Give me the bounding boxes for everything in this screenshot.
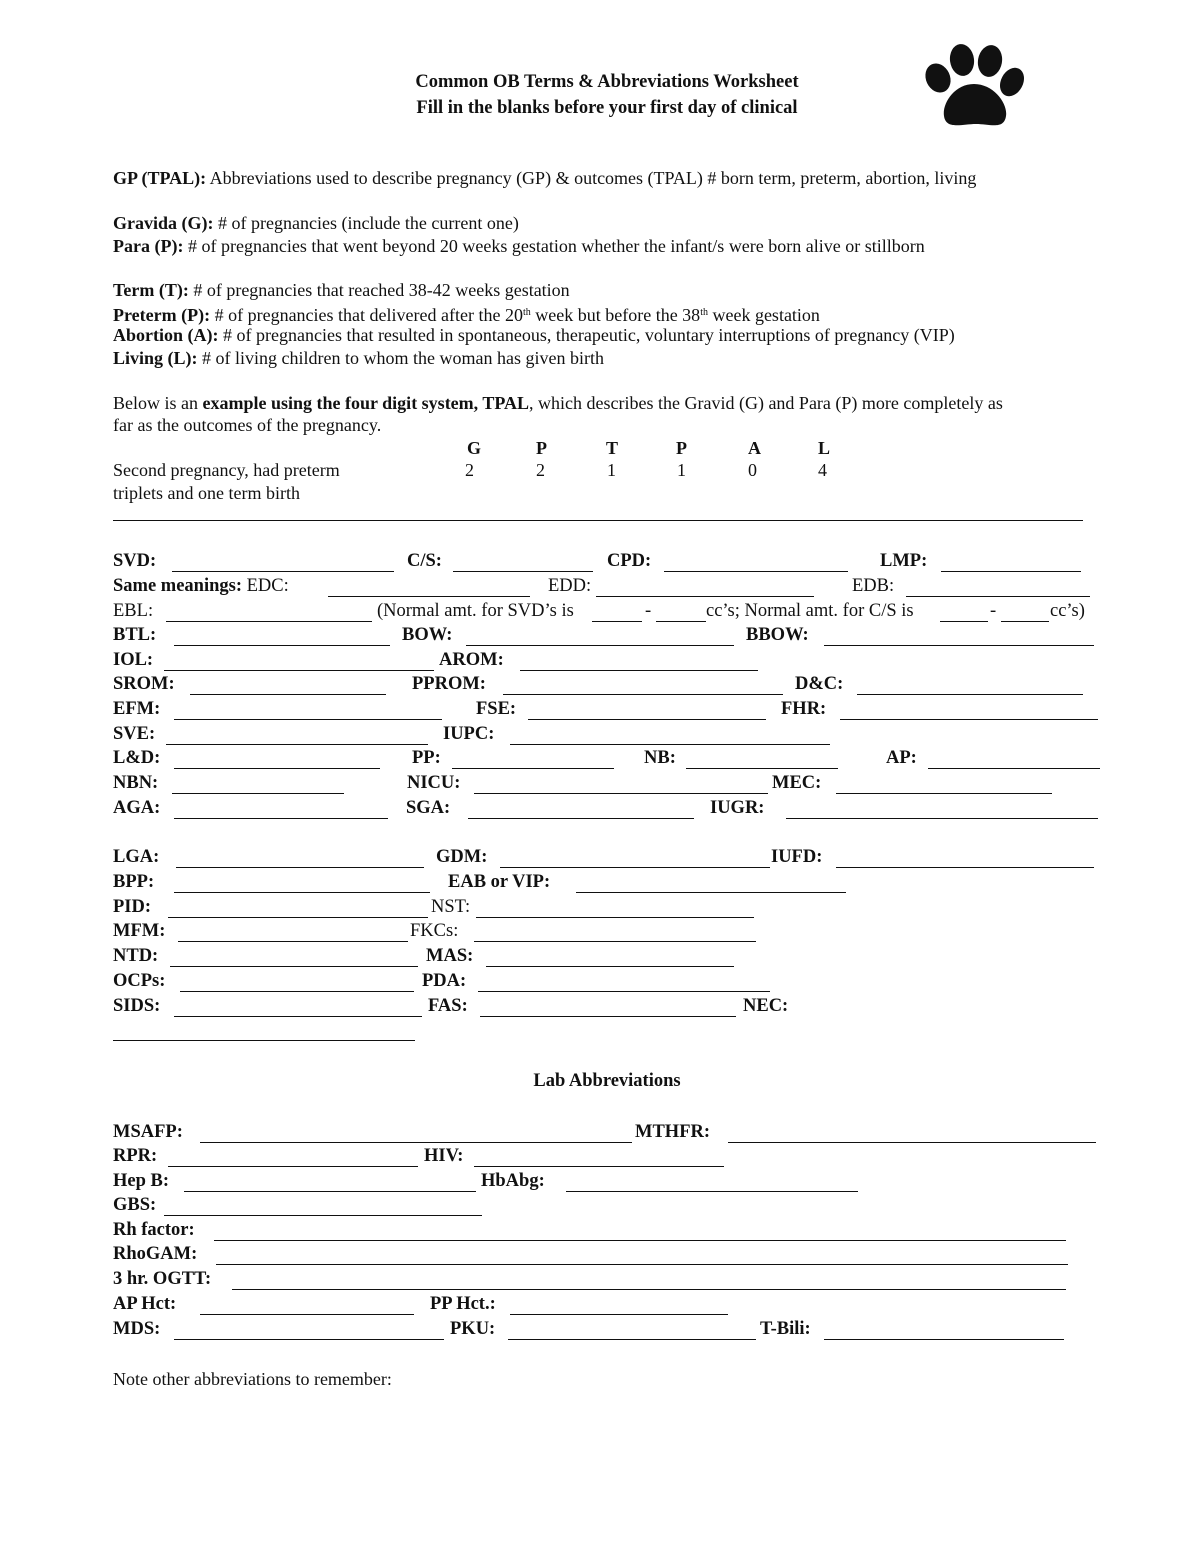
page-subtitle: Fill in the blanks before your first day of clinical [416, 98, 798, 118]
pprom-blank[interactable] [503, 694, 783, 695]
ebl-note-svd: (Normal amt. for SVD’s is [377, 601, 574, 621]
mfm-blank[interactable] [178, 941, 408, 942]
bow-label: BOW: [402, 625, 453, 645]
tpal-value-a: 0 [748, 460, 757, 480]
tpal-header-a: A [748, 438, 761, 458]
tpal-header-t: T [606, 438, 619, 458]
abortion-definition [113, 324, 955, 346]
ld-blank[interactable] [174, 768, 380, 769]
bpp-blank[interactable] [174, 892, 430, 893]
fkcs-blank[interactable] [474, 941, 756, 942]
gp-tpal-text: Abbreviations used to describe pregnancy (GP) & outcomes (TPAL) # born term, preterm, abortion, living [206, 168, 977, 188]
rhogam-blank[interactable] [216, 1264, 1068, 1265]
ntd-blank[interactable] [170, 966, 418, 967]
living-definition [113, 347, 604, 369]
edb-blank[interactable] [906, 596, 1090, 597]
tpal-header-g: G [467, 438, 482, 458]
abortion-term: Abortion (A): [113, 325, 219, 345]
ebl-note-cs: cc’s; Normal amt. for C/S is [706, 601, 914, 621]
lab-section-title: Lab Abbreviations [533, 1071, 681, 1091]
nicu-label: NICU: [407, 773, 461, 793]
edd-label: EDD: [548, 576, 592, 596]
dc-blank[interactable] [857, 694, 1083, 695]
gbs-label: GBS: [113, 1195, 157, 1215]
dc-label: D&C: [795, 674, 844, 694]
hepb-label: Hep B: [113, 1171, 170, 1191]
ocps-label: OCPs: [113, 971, 166, 991]
edc-blank[interactable] [328, 596, 530, 597]
msafp-blank[interactable] [200, 1142, 632, 1143]
iupc-blank[interactable] [510, 744, 830, 745]
para-definition [113, 235, 925, 257]
edd-blank[interactable] [596, 596, 814, 597]
gravida-term: Gravida (G): [113, 213, 214, 233]
ogtt-blank[interactable] [232, 1289, 1066, 1290]
mec-blank[interactable] [836, 793, 1052, 794]
srom-blank[interactable] [190, 694, 386, 695]
lga-label: LGA: [113, 847, 160, 867]
mfm-label: MFM: [113, 921, 166, 941]
iugr-blank[interactable] [786, 818, 1098, 819]
gp-tpal-definition [113, 167, 976, 189]
pda-label: PDA: [422, 971, 467, 991]
tbili-blank[interactable] [824, 1339, 1064, 1340]
pp-hct-label: PP Hct.: [430, 1294, 496, 1314]
preterm-text-a: # of pregnancies that delivered after the 20 [210, 305, 523, 325]
term-term: Term (T): [113, 280, 189, 300]
pda-blank[interactable] [478, 991, 770, 992]
iupc-label: IUPC: [443, 724, 495, 744]
pp-label: PP: [412, 748, 441, 768]
sga-label: SGA: [406, 798, 451, 818]
mds-blank[interactable] [174, 1339, 444, 1340]
tpal-row-label-1: Second pregnancy, had preterm [113, 460, 340, 480]
pku-label: PKU: [450, 1319, 496, 1339]
tpal-header-l: L [818, 438, 831, 458]
ebl-blank[interactable] [166, 621, 372, 622]
bbow-label: BBOW: [746, 625, 809, 645]
bpp-label: BPP: [113, 872, 155, 892]
mthfr-label: MTHFR: [635, 1122, 711, 1142]
pid-label: PID: [113, 897, 152, 917]
preterm-sup-b: th [700, 307, 708, 318]
mec-label: MEC: [772, 773, 822, 793]
aga-label: AGA: [113, 798, 161, 818]
svd-label: SVD: [113, 551, 157, 571]
tpal-value-p1: 2 [536, 460, 545, 480]
btl-blank[interactable] [174, 645, 390, 646]
nbn-label: NBN: [113, 773, 159, 793]
mthfr-blank[interactable] [728, 1142, 1096, 1143]
lmp-blank[interactable] [941, 571, 1081, 572]
example-text-bold: example using the four digit system, TPAL [202, 393, 530, 413]
same-meanings-label [113, 575, 289, 597]
page-title: Common OB Terms & Abbreviations Worksheet [415, 72, 799, 92]
rpr-blank[interactable] [168, 1166, 418, 1167]
bbow-blank[interactable] [824, 645, 1094, 646]
gravida-definition [113, 212, 519, 234]
arom-blank[interactable] [520, 670, 758, 671]
bow-blank[interactable] [466, 645, 734, 646]
ebl-dash-2: - [990, 601, 997, 621]
sga-blank[interactable] [468, 818, 694, 819]
example-text-a: Below is an [113, 393, 203, 413]
edb-label: EDB: [852, 576, 895, 596]
preterm-text-c: week gestation [707, 305, 820, 325]
nb-blank[interactable] [686, 768, 838, 769]
ebl-cs-min-blank[interactable] [940, 621, 988, 622]
aga-blank[interactable] [174, 818, 388, 819]
example-paragraph-line1 [113, 392, 1003, 414]
tpal-value-l: 4 [818, 460, 827, 480]
rh-factor-label: Rh factor: [113, 1220, 195, 1240]
hbabg-blank[interactable] [566, 1191, 858, 1192]
mas-label: MAS: [426, 946, 474, 966]
tpal-value-p2: 1 [677, 460, 686, 480]
hepb-blank[interactable] [184, 1191, 476, 1192]
fse-label: FSE: [476, 699, 517, 719]
arom-label: AROM: [439, 650, 504, 670]
sve-label: SVE: [113, 724, 156, 744]
ebl-dash-1: - [645, 601, 652, 621]
eab-vip-label: EAB or VIP: [448, 872, 551, 892]
section-divider [113, 520, 1083, 521]
cpd-blank[interactable] [664, 571, 848, 572]
lmp-label: LMP: [880, 551, 928, 571]
tpal-header-p2: P [676, 438, 687, 458]
nbn-blank[interactable] [172, 793, 344, 794]
cpd-label: CPD: [607, 551, 652, 571]
pp-hct-blank[interactable] [510, 1314, 728, 1315]
note-line: Note other abbreviations to remember: [113, 1369, 392, 1389]
preterm-text-b: week but before the 38 [530, 305, 701, 325]
fhr-label: FHR: [781, 699, 827, 719]
msafp-label: MSAFP: [113, 1122, 183, 1142]
eab-vip-blank[interactable] [576, 892, 846, 893]
mds-label: MDS: [113, 1319, 161, 1339]
nec-blank[interactable] [113, 1040, 415, 1041]
iol-label: IOL: [113, 650, 154, 670]
same-meanings-colon: : [235, 576, 242, 596]
ocps-blank[interactable] [180, 991, 414, 992]
para-text: # of pregnancies that went beyond 20 weeks gestation whether the infant/s were born alive or stillborn [183, 236, 925, 256]
preterm-definition [113, 302, 820, 326]
svd-blank[interactable] [172, 571, 394, 572]
hiv-label: HIV: [424, 1146, 464, 1166]
living-term: Living (L): [113, 348, 198, 368]
ebl-cs-max-blank[interactable] [1001, 621, 1049, 622]
gbs-blank[interactable] [164, 1215, 482, 1216]
hiv-blank[interactable] [474, 1166, 724, 1167]
edc-label: EDC: [242, 576, 289, 596]
ap-hct-label: AP Hct: [113, 1294, 177, 1314]
sve-blank[interactable] [166, 744, 428, 745]
tbili-label: T-Bili: [760, 1319, 811, 1339]
ld-label: L&D: [113, 748, 161, 768]
ebl-note-end: cc’s) [1050, 601, 1085, 621]
lga-blank[interactable] [176, 867, 424, 868]
ebl-label: EBL: [113, 601, 154, 621]
example-text-c: , which describes the Gravid (G) and Para (P) more completely as [529, 393, 1003, 413]
preterm-term: Preterm (P): [113, 305, 211, 325]
pid-blank[interactable] [168, 917, 428, 918]
sids-label: SIDS: [113, 996, 161, 1016]
nec-label: NEC: [743, 996, 789, 1016]
living-text: # of living children to whom the woman has given birth [197, 348, 604, 368]
fse-blank[interactable] [528, 719, 766, 720]
abortion-text: # of pregnancies that resulted in spontaneous, therapeutic, voluntary interruptions of pregnancy (VIP) [218, 325, 955, 345]
gp-tpal-term: GP (TPAL): [113, 168, 207, 188]
fas-label: FAS: [428, 996, 468, 1016]
gdm-label: GDM: [436, 847, 488, 867]
iugr-label: IUGR: [710, 798, 765, 818]
tpal-header-p1: P [536, 438, 547, 458]
ebl-svd-min-blank[interactable] [592, 621, 642, 622]
hbabg-label: HbAbg: [481, 1171, 545, 1191]
srom-label: SROM: [113, 674, 175, 694]
cs-label: C/S: [407, 551, 442, 571]
ntd-label: NTD: [113, 946, 159, 966]
para-term: Para (P): [113, 236, 184, 256]
tpal-value-g: 2 [465, 460, 474, 480]
tpal-row-label-2: triplets and one term birth [113, 483, 300, 503]
preterm-sup-a: th [522, 307, 531, 318]
cs-blank[interactable] [453, 571, 593, 572]
rh-factor-blank[interactable] [214, 1240, 1066, 1241]
ap-hct-blank[interactable] [200, 1314, 414, 1315]
sids-blank[interactable] [174, 1016, 422, 1017]
nst-blank[interactable] [476, 917, 754, 918]
efm-blank[interactable] [174, 719, 442, 720]
ap-label: AP: [886, 748, 917, 768]
fas-blank[interactable] [480, 1016, 736, 1017]
fkcs-label: FKCs: [410, 921, 459, 941]
gdm-blank[interactable] [500, 867, 770, 868]
same-meanings-text: Same meanings [113, 576, 236, 596]
mas-blank[interactable] [486, 966, 734, 967]
btl-label: BTL: [113, 625, 157, 645]
rhogam-label: RhoGAM: [113, 1244, 198, 1264]
pprom-label: PPROM: [412, 674, 486, 694]
iufd-label: IUFD: [771, 847, 823, 867]
tpal-value-t: 1 [607, 460, 616, 480]
paw-print-icon [918, 44, 1028, 130]
ap-blank[interactable] [928, 768, 1100, 769]
fhr-blank[interactable] [840, 719, 1098, 720]
nicu-blank[interactable] [474, 793, 768, 794]
gravida-text: # of pregnancies (include the current one) [213, 213, 519, 233]
ebl-svd-max-blank[interactable] [656, 621, 706, 622]
example-paragraph-line2: far as the outcomes of the pregnancy. [113, 415, 382, 435]
rpr-label: RPR: [113, 1146, 158, 1166]
nst-label: NST: [431, 897, 471, 917]
iol-blank[interactable] [164, 670, 434, 671]
pku-blank[interactable] [508, 1339, 756, 1340]
ogtt-label: 3 hr. OGTT: [113, 1269, 212, 1289]
nb-label: NB: [644, 748, 676, 768]
efm-label: EFM: [113, 699, 161, 719]
pp-blank[interactable] [452, 768, 614, 769]
term-definition [113, 279, 570, 301]
term-text: # of pregnancies that reached 38-42 weeks gestation [188, 280, 570, 300]
iufd-blank[interactable] [836, 867, 1094, 868]
